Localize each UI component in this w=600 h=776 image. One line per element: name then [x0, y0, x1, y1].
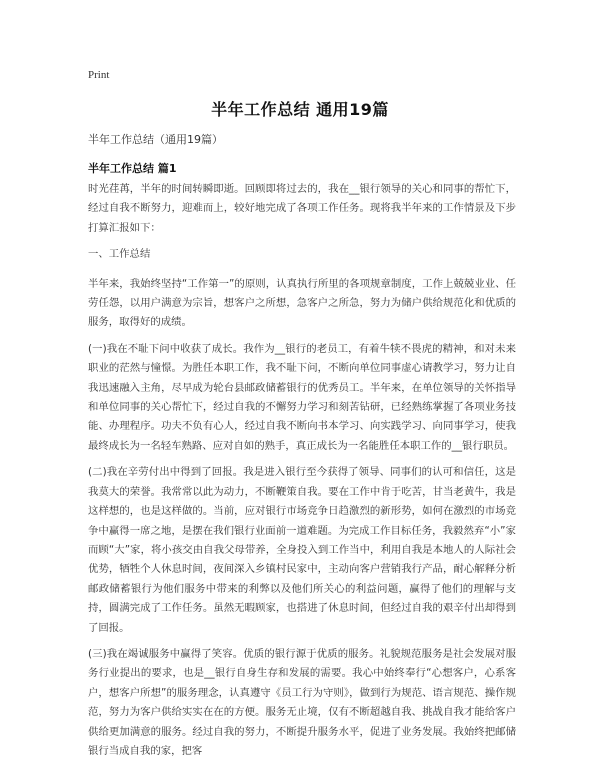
paragraph-growth: (一)我在不耻下问中收获了成长。我作为__银行的老员工，有着牛犊不畏虎的精神，和对未来职业的茫然与憧憬。为胜任本职工作，我不耻下问，不断向单位同事虚心请教学习，努力让自我迅速融入主角，尽早成为轮台县邮政储蓄银行的优秀员工。半年来，在单位领导的关怀指导和单位同事的关心帮忙下，经过自我的不懈努力学习和刻苦钻研，已经熟练掌握了各项业务技能、办理程序。功夫不负有心人，经过自我不断向书本学习、向实践学习、向同事学习，使我最终成长为一名轻车熟路、应对自如的熟手，真正成长为一名能胜任本职工作的__银行职员。: [88, 342, 516, 452]
paragraph-reward: (二)我在辛劳付出中得到了回报。我是进入银行至今获得了领导、同事们的认可和信任，这是我莫大的荣誉。我常常以此为动力，不断鞭策自我。要在工作中肯于吃苦，甘当老黄牛，我是这样想的，也是这样做的。当前，应对银行市场竞争日趋激烈的新形势，如何在激烈的市场竞争中赢得一席之地，是摆在我们银行业面前一道难题。为完成工作目标任务，我毅然弃“小”家而顾“大”家，将小孩交由自我父母带养，全身投入到工作当中，利用自我是本地人的人际社会优势，牺牲个人休息时间，夜间深入乡镇村民家中，主动向客户营销我行产品，耐心解释分析邮政储蓄银行为他们服务中带来的利弊以及他们所关心的利益问题，赢得了他们的理解与支持，圆满完成了工作任务。虽然无暇顾家，也搭进了休息时间，但经过自我的艰辛付出却得到了回报。: [88, 466, 516, 634]
paragraph-section-title: 一、工作总结: [88, 248, 151, 261]
document-title: 半年工作总结 通用19篇: [211, 100, 389, 119]
body-text: [88, 180, 516, 768]
document-subtitle: 半年工作总结（通用19篇）: [88, 133, 223, 146]
section-heading: 半年工作总结 篇1: [88, 162, 177, 175]
paragraph-principle: 半年来，我始终坚持“工作第一”的原则，认真执行所里的各项规章制度，工作上兢兢业业、任劳任怨，以用户满意为宗旨，想客户之所想，急客户之所急，努力为储户供给规范化和优质的服务，取得好的成绩。: [88, 277, 516, 329]
paragraph-intro: 时光荏苒，半年的时间转瞬即逝。回顾即将过去的，我在__银行领导的关心和同事的帮忙下，经过自我不断努力，迎难而上，较好地完成了各项工作任务。现将我半年来的工作情景及下步打算汇报如下：: [88, 183, 516, 234]
paragraph-service: (三)我在竭诚服务中赢得了笑容。优质的银行源于优质的服务。礼貌规范服务是社会发展对服务行业提出的要求，也是__银行自身生存和发展的需要。我心中始终奉行“心想客户，心系客户，想客户所想”的服务理念，认真遵守《员工行为守则》，做到行为规范、语言规范、操作规范，努力为客户供给实实在在的方便。服务无止境，仅有不断超越自我、挑战自我才能给客户供给更加满意的服务。经过自我的努力，不断提升服务水平，促进了业务发展。我始终把邮储银行当成自我的家，把客: [88, 647, 516, 757]
print-label[interactable]: Print: [88, 69, 110, 81]
